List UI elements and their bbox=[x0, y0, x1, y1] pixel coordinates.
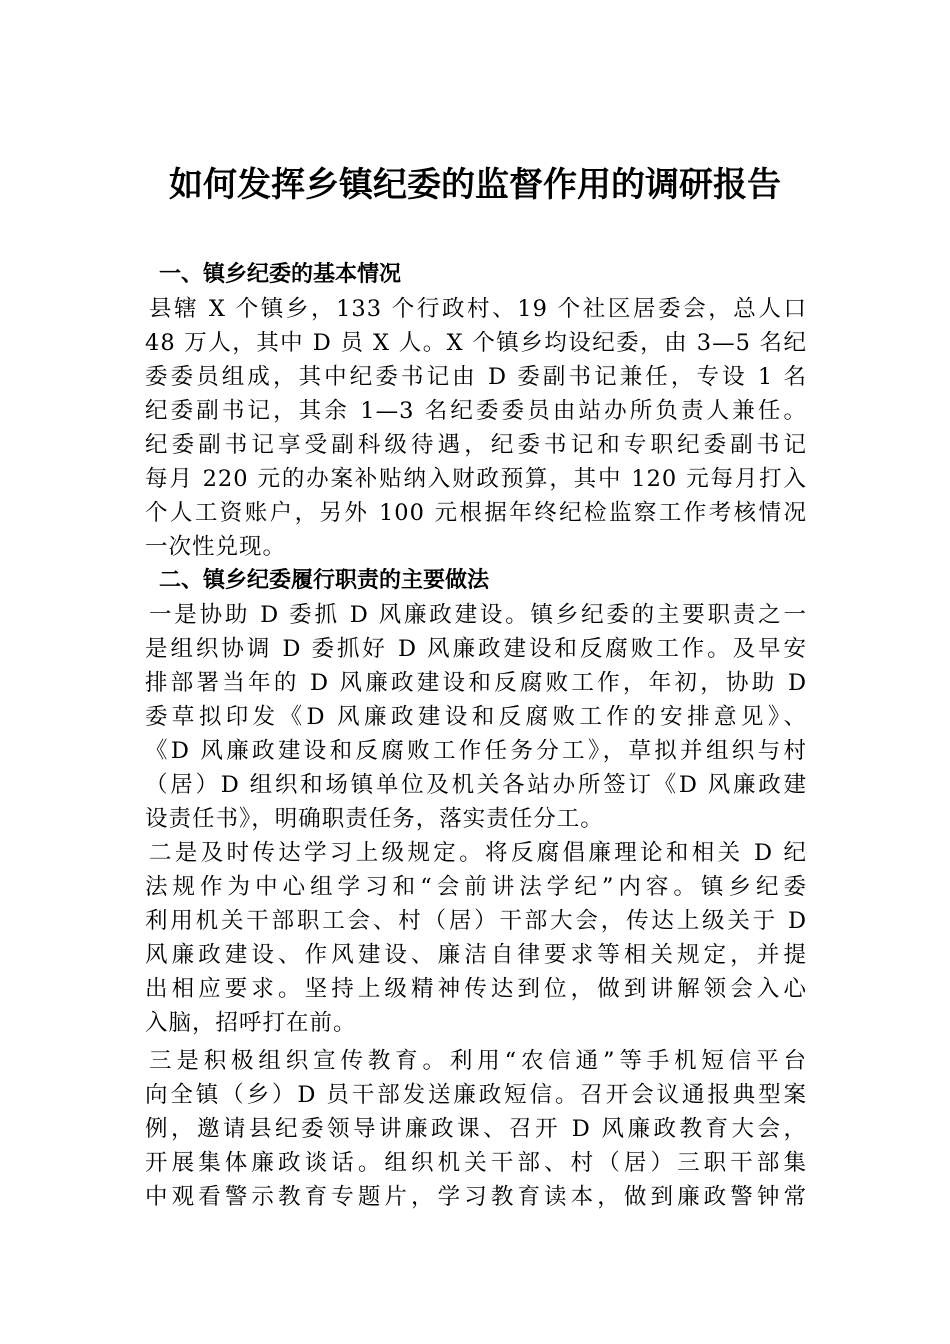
text-line: 例，邀请县纪委领导讲廉政课、召开 D 风廉政教育大会， bbox=[145, 1116, 807, 1142]
text-line: 一次性兑现。 bbox=[145, 534, 287, 560]
paragraph bbox=[145, 1044, 807, 1214]
text-line: 排部署当年的 D 风廉政建设和反腐败工作，年初，协助 D bbox=[145, 670, 807, 696]
text-line: 中观看警示教育专题片，学习教育读本，做到廉政警钟常 bbox=[145, 1184, 807, 1210]
text-line: 三是积极组织宣传教育。利用“农信通”等手机短信平台 bbox=[149, 1048, 807, 1074]
document-title: 如何发挥乡镇纪委的监督作用的调研报告 bbox=[169, 165, 781, 205]
text-line: 法规作为中心组学习和“会前讲法学纪”内容。镇乡纪委 bbox=[145, 874, 807, 900]
text-line: 个人工资账户，另外 100 元根据年终纪检监察工作考核情况 bbox=[145, 500, 807, 526]
document-body bbox=[145, 258, 807, 1214]
section-heading: 二、镇乡纪委履行职责的主要做法 bbox=[159, 568, 490, 593]
text-line: 设责任书》，明确职责任务，落实责任分工。 bbox=[145, 806, 604, 832]
text-line: 风廉政建设、作风建设、廉洁自律要求等相关规定，并提 bbox=[145, 942, 807, 968]
paragraph bbox=[145, 836, 807, 1040]
text-line: 48 万人，其中 D 员 X 人。X 个镇乡均设纪委，由 3—5 名纪 bbox=[145, 330, 807, 356]
paragraph bbox=[145, 292, 807, 564]
text-line: 是组织协调 D 委抓好 D 风廉政建设和反腐败工作。及早安 bbox=[145, 636, 807, 662]
paragraph bbox=[145, 598, 807, 836]
text-line: 纪委副书记，其余 1—3 名纪委委员由站办所负责人兼任。 bbox=[145, 398, 807, 424]
text-line: 出相应要求。坚持上级精神传达到位，做到讲解领会入心 bbox=[145, 976, 807, 1002]
section-heading: 一、镇乡纪委的基本情况 bbox=[159, 262, 402, 287]
text-line: 开展集体廉政谈话。组织机关干部、村（居）三职干部集 bbox=[145, 1150, 807, 1176]
text-line: 二是及时传达学习上级规定。将反腐倡廉理论和相关 D 纪 bbox=[149, 840, 807, 866]
text-line: 入脑，招呼打在前。 bbox=[145, 1010, 357, 1036]
text-line: 《D 风廉政建设和反腐败工作任务分工》，草拟并组织与村 bbox=[145, 738, 807, 764]
text-line: （居）D 组织和场镇单位及机关各站办所签订《D 风廉政建 bbox=[145, 772, 807, 798]
text-line: 利用机关干部职工会、村（居）干部大会，传达上级关于 D bbox=[145, 908, 807, 934]
text-line: 委委员组成，其中纪委书记由 D 委副书记兼任，专设 1 名 bbox=[145, 364, 807, 390]
text-line: 县辖 X 个镇乡，133 个行政村、19 个社区居委会，总人口 bbox=[149, 296, 807, 322]
text-line: 委草拟印发《D 风廉政建设和反腐败工作的安排意见》、 bbox=[145, 704, 807, 730]
text-line: 一是协助 D 委抓 D 风廉政建设。镇乡纪委的主要职责之一 bbox=[149, 602, 807, 628]
text-line: 纪委副书记享受副科级待遇，纪委书记和专职纪委副书记 bbox=[145, 432, 807, 458]
text-line: 向全镇（乡）D 员干部发送廉政短信。召开会议通报典型案 bbox=[145, 1082, 807, 1108]
text-line: 每月 220 元的办案补贴纳入财政预算，其中 120 元每月打入 bbox=[145, 466, 807, 492]
